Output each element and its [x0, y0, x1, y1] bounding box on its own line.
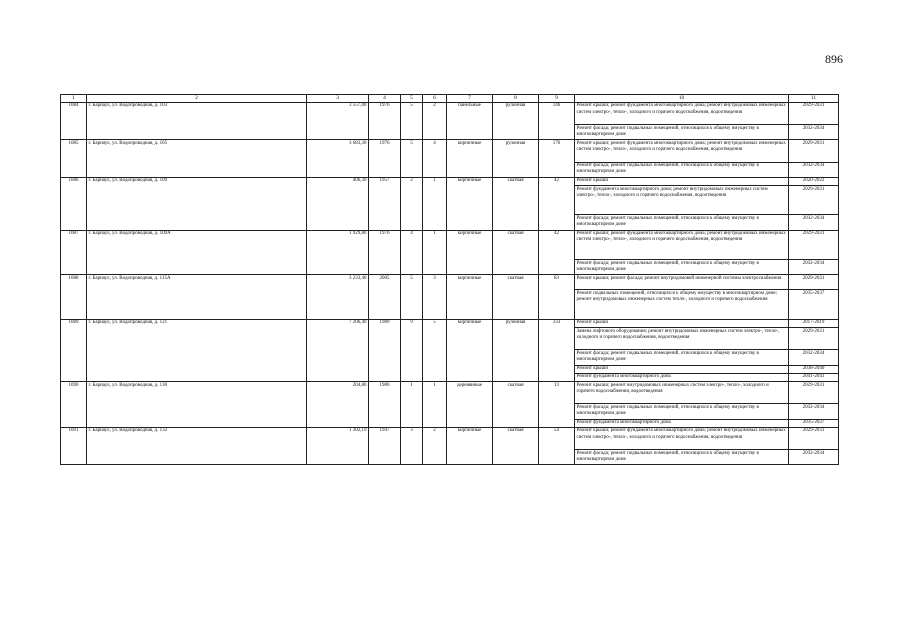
- roof-type-cell: скатная: [493, 427, 539, 464]
- header-cell: 5: [401, 95, 423, 103]
- area-cell: 3 557,00: [307, 102, 369, 139]
- work-period-cell: 2029-2031: [789, 427, 839, 449]
- header-cell: 2: [87, 95, 307, 103]
- table-row: [61, 427, 839, 449]
- area-cell: 3 233,40: [307, 275, 369, 320]
- row-number-cell: 1086: [61, 177, 87, 230]
- header-cell: 9: [539, 95, 575, 103]
- work-period-cell: 2032-2034: [789, 404, 839, 419]
- header-cell: 3: [307, 95, 369, 103]
- roof-type-cell: рулонная: [493, 319, 539, 381]
- work-description-cell: Ремонт крыши; ремонт фундамента многоквартирного дома; ремонт внутридомовых инженерных систем электро-, тепло-, холодного и горячего водоснабжения, водоотведения: [575, 427, 789, 449]
- wall-material-cell: кирпичные: [447, 177, 493, 230]
- table-row: [61, 275, 839, 290]
- residents-cell: 54: [539, 427, 575, 464]
- residents-cell: 333: [539, 319, 575, 381]
- page-number: 896: [825, 52, 843, 66]
- wall-material-cell: кирпичные: [447, 427, 493, 464]
- area-cell: 1 929,80: [307, 230, 369, 275]
- header-cell: 6: [423, 95, 447, 103]
- residents-cell: 146: [539, 102, 575, 139]
- work-description-cell: Ремонт крыши; ремонт фундамента многоквартирного дома; ремонт внутридомовых инженерных систем электро-, тепло-, холодного и горячего водоснабжения, водоотведения: [575, 230, 789, 259]
- entrances-cell: 1: [423, 382, 447, 428]
- row-number-cell: 1085: [61, 140, 87, 177]
- work-description-cell: Ремонт крыши; ремонт фундамента многоквартирного дома; ремонт внутридомовых инженерных систем электро-, тепло-, холодного и горячего водоснабжения, водоотведения: [575, 102, 789, 124]
- row-number-cell: 1087: [61, 230, 87, 275]
- header-row: [61, 95, 839, 103]
- year-built-cell: 2005: [369, 275, 401, 320]
- address-cell: г. Барнаул, ул. Водопроводная, д. 130: [87, 382, 307, 428]
- roof-type-cell: рулонная: [493, 140, 539, 177]
- header-cell: 4: [369, 95, 401, 103]
- entrances-cell: 1: [423, 177, 447, 230]
- year-built-cell: 1986: [369, 382, 401, 428]
- work-period-cell: 2032-2034: [789, 215, 839, 230]
- floors-cell: 5: [401, 140, 423, 177]
- table-body: [61, 102, 839, 464]
- address-cell: г. Барнаул, ул. Водопроводная, д. 132: [87, 427, 307, 464]
- work-description-cell: Ремонт крыши; ремонт фундамента многоквартирного дома; ремонт внутридомовых инженерных систем электро-, тепло-, холодного и горячего водоснабжения, водоотведения: [575, 140, 789, 162]
- header-cell: 8: [493, 95, 539, 103]
- roof-type-cell: рулонная: [493, 102, 539, 139]
- residents-cell: 42: [539, 177, 575, 230]
- work-description-cell: Ремонт фасада; ремонт подвальных помещений, относящихся к общему имуществу в многоквартирном доме: [575, 125, 789, 140]
- residents-cell: 42: [539, 230, 575, 275]
- floors-cell: 3: [401, 427, 423, 464]
- work-period-cell: 2032-2034: [789, 125, 839, 140]
- address-cell: г. Барнаул, ул. Водопроводная, д. 109: [87, 177, 307, 230]
- work-period-cell: 2032-2034: [789, 162, 839, 177]
- work-description-cell: Ремонт крыши: [575, 319, 789, 327]
- year-built-cell: 1976: [369, 140, 401, 177]
- table-row: [61, 177, 839, 185]
- residents-cell: 176: [539, 140, 575, 177]
- work-description-cell: Ремонт фасада; ремонт подвальных помещений, относящихся к общему имуществу в многоквартирном доме: [575, 215, 789, 230]
- row-number-cell: 1090: [61, 382, 87, 428]
- area-cell: 7 206,40: [307, 319, 369, 381]
- work-period-cell: 2029-2031: [789, 186, 839, 215]
- table-row: [61, 102, 839, 124]
- wall-material-cell: кирпичные: [447, 319, 493, 381]
- work-description-cell: Ремонт фасада; ремонт подвальных помещений, относящихся к общему имуществу в многоквартирном доме: [575, 260, 789, 275]
- floors-cell: 4: [401, 230, 423, 275]
- work-description-cell: Ремонт крыши: [575, 177, 789, 185]
- work-description-cell: Ремонт фасада; ремонт подвальных помещений, относящихся к общему имуществу в многоквартирном доме: [575, 404, 789, 419]
- floors-cell: 5: [401, 102, 423, 139]
- header-cell: 10: [575, 95, 789, 103]
- year-built-cell: 1947: [369, 427, 401, 464]
- work-description-cell: Ремонт фасада; ремонт подвальных помещений, относящихся к общему имуществу в многоквартирном доме: [575, 450, 789, 465]
- address-cell: г. Барнаул, ул. Водопроводная, д. 115А: [87, 275, 307, 320]
- work-period-cell: 2029-2031: [789, 102, 839, 124]
- table-row: [61, 382, 839, 404]
- row-number-cell: 1084: [61, 102, 87, 139]
- work-period-cell: 2035-2037: [789, 290, 839, 319]
- work-description-cell: Ремонт фундамента многоквартирного дома; ремонт внутридомовых инженерных систем электро-, тепло-, холодного и горячего водоснабжения, водоотведения: [575, 186, 789, 215]
- row-number-cell: 1088: [61, 275, 87, 320]
- roof-type-cell: скатная: [493, 275, 539, 320]
- area-cell: 406,30: [307, 177, 369, 230]
- entrances-cell: 1: [423, 230, 447, 275]
- year-built-cell: 1957: [369, 177, 401, 230]
- header-cell: 7: [447, 95, 493, 103]
- wall-material-cell: кирпичные: [447, 230, 493, 275]
- area-cell: 204,80: [307, 382, 369, 428]
- work-description-cell: Ремонт фундамента многоквартирного дома: [575, 373, 789, 381]
- entrances-cell: 2: [423, 427, 447, 464]
- entrances-cell: 5: [423, 319, 447, 381]
- work-description-cell: Ремонт подвальных помещений, относящихся к общему имуществу в многоквартирном доме; ремонт внутридомовых инженерных систем тепло-, холодного и горячего водоснабжения: [575, 290, 789, 319]
- repair-schedule-table: [60, 94, 839, 465]
- entrances-cell: 4: [423, 140, 447, 177]
- wall-material-cell: панельные: [447, 102, 493, 139]
- floors-cell: 5: [401, 275, 423, 320]
- work-period-cell: 2035-2037: [789, 419, 839, 427]
- address-cell: г. Барнаул, ул. Водопроводная, д. 109А: [87, 230, 307, 275]
- work-period-cell: 2029-2031: [789, 382, 839, 404]
- floors-cell: 1: [401, 382, 423, 428]
- address-cell: г. Барнаул, ул. Водопроводная, д. 103: [87, 102, 307, 139]
- wall-material-cell: кирпичные: [447, 140, 493, 177]
- work-description-cell: Ремонт крыши; ремонт внутридомовых инженерных систем электро-, тепло-, холодного и горячего водоснабжения, водоотведения: [575, 382, 789, 404]
- work-period-cell: 2020-2022: [789, 177, 839, 185]
- work-period-cell: 2032-2034: [789, 260, 839, 275]
- year-built-cell: 1989: [369, 319, 401, 381]
- address-cell: г. Барнаул, ул. Водопроводная, д. 121: [87, 319, 307, 381]
- header-cell: 11: [789, 95, 839, 103]
- roof-type-cell: скатная: [493, 382, 539, 428]
- roof-type-cell: скатная: [493, 230, 539, 275]
- entrances-cell: 3: [423, 275, 447, 320]
- work-period-cell: 2017-2019: [789, 319, 839, 327]
- header-cell: 1: [61, 95, 87, 103]
- table-row: [61, 140, 839, 162]
- residents-cell: 13: [539, 382, 575, 428]
- residents-cell: 83: [539, 275, 575, 320]
- work-description-cell: Ремонт крыши: [575, 365, 789, 373]
- work-description-cell: Ремонт фасада; ремонт подвальных помещений, относящихся к общему имуществу в многоквартирном доме: [575, 162, 789, 177]
- roof-type-cell: скатная: [493, 177, 539, 230]
- year-built-cell: 1976: [369, 230, 401, 275]
- work-period-cell: 2032-2034: [789, 350, 839, 365]
- wall-material-cell: кирпичные: [447, 275, 493, 320]
- work-description-cell: Замена лифтового оборудования; ремонт внутридомовых инженерных систем электро-, тепло-, холодного и горячего водоснабжения, водоотведения: [575, 328, 789, 350]
- wall-material-cell: деревянные: [447, 382, 493, 428]
- work-period-cell: 2029-2031: [789, 140, 839, 162]
- work-period-cell: 2029-2031: [789, 328, 839, 350]
- area-cell: 1 302,19: [307, 427, 369, 464]
- work-period-cell: 2029-2031: [789, 275, 839, 290]
- address-cell: г. Барнаул, ул. Водопроводная, д. 105: [87, 140, 307, 177]
- row-number-cell: 1091: [61, 427, 87, 464]
- work-period-cell: 2038-2040: [789, 365, 839, 373]
- work-period-cell: 2041-2043: [789, 373, 839, 381]
- row-number-cell: 1089: [61, 319, 87, 381]
- floors-cell: 2: [401, 177, 423, 230]
- entrances-cell: 2: [423, 102, 447, 139]
- floors-cell: 9: [401, 319, 423, 381]
- work-period-cell: 2032-2034: [789, 450, 839, 465]
- year-built-cell: 1976: [369, 102, 401, 139]
- work-description-cell: Ремонт крыши; ремонт фасада; ремонт внутридомовой инженерной системы электроснабжения: [575, 275, 789, 290]
- table-row: [61, 319, 839, 327]
- work-description-cell: Ремонт фасада; ремонт подвальных помещений, относящихся к общему имуществу в многоквартирном доме: [575, 350, 789, 365]
- area-cell: 3 683,30: [307, 140, 369, 177]
- table-row: [61, 230, 839, 259]
- work-description-cell: Ремонт фундамента многоквартирного дома: [575, 419, 789, 427]
- work-period-cell: 2029-2031: [789, 230, 839, 259]
